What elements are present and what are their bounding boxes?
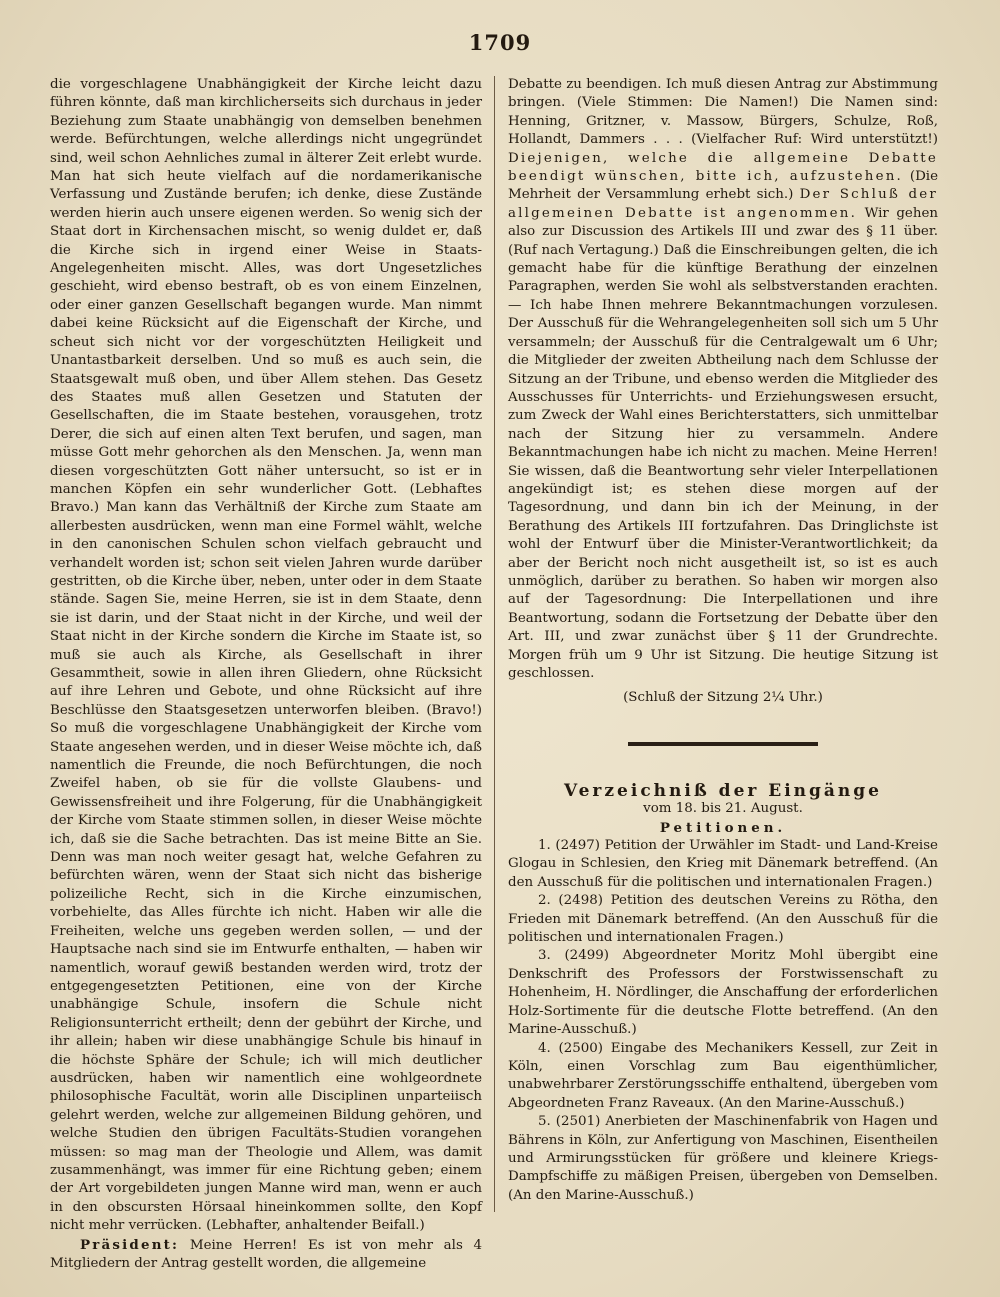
register-dates: vom 18. bis 21. August. (643, 801, 803, 817)
column-divider (494, 76, 495, 1212)
president-text: Meine Herren! Es ist von mehr als 4 Mitgliedern der Antrag gestellt worden, die allgemeine (50, 1237, 482, 1271)
petitions-heading: Petitionen. (659, 819, 787, 836)
register-title: Verzeichniß der Eingänge (563, 780, 882, 801)
page-number: 1709 (468, 30, 532, 55)
debate-paragraph (508, 76, 938, 683)
debate-text-e: Wir gehen also zur Discussion des Artikels III und zwar des § 11 über. (Ruf nach Vertagung.) Daß die Einschreibungen gelten, die ich gemacht habe für die künftige Berathung der einzelnen Paragraphen, werden Sie wohl als selbstverstanden erachten. — Ich habe Ihnen mehrere Bekanntmachungen vorzulesen. Der Ausschuß für die Wehrangelegenheiten soll sich um 5 Uhr versammeln; der Ausschuß für die Centralgewalt um 6 Uhr; die Mitglieder der zweiten Abtheilung nach dem Schlusse der Sitzung an der Tribune, und ebenso werden die Mitglieder des Ausschusses für Unterrichts- und Erziehungswesen ersucht, zum Zweck der Wahl eines Berichterstatters, sich unmittelbar nach der Sitzung hier zu versammeln. Andere Bekanntmachungen habe ich nicht zu machen. Meine Herren! Sie wissen, daß die Beantwortung sehr vieler Interpellationen angekündigt ist; es stehen diese morgen auf der Tagesordnung, und dann bin ich der Meinung, in der Berathung des Artikels III fortzufahren. Das Dringlichste ist wohl der Entwurf über die Minister-Verantwortlichkeit; da aber der Bericht noch nicht ausgetheilt ist, so ist es auch unmöglich, darüber zu berathen. So haben wir morgen also auf der Tagesordnung: Die Interpellationen und ihre Beantwortung, sodann die Fortsetzung der Debatte über den Art. III, und zwar zunächst über § 11 der Grundrechte. Morgen früh um 9 Uhr ist Sitzung. Die heutige Sitzung ist geschlossen. (508, 205, 938, 681)
petition-entry: 1. (2497) Petition der Urwähler im Stadt- und Land-Kreise Glogau in Schlesien, den Krieg mit Dänemark betreffend. (An den Ausschuß für die politischen und internationalen Fragen.) (508, 838, 938, 890)
debate-text-c: (Die Mehrheit der Versammlung erhebt sich.) (508, 169, 939, 203)
petition-entry: 4. (2500) Eingabe des Mechanikers Kessell, zur Zeit in Köln, einen Vorschlag zum Bau eigenthümlicher, unabwehrbarer Zerstörungsschiffe enthaltend, übergeben vom Abgeordneten Franz Raveaux. (An den Marine-Ausschuß.) (508, 1040, 938, 1111)
president-paragraph (50, 1236, 482, 1274)
debate-text-a: Debatte zu beendigen. Ich muß diesen Antrag zur Abstimmung bringen. (Viele Stimmen: Die Namen!) Die Namen sind: Henning, Gritzner, v. Massow, Bürgers, Schulze, Roß, Hollandt, Dammers . . . (Vielfacher Ruf: Wird unterstützt!) (508, 77, 938, 148)
petition-entry: 5. (2501) Anerbieten der Maschinenfabrik von Hagen und Bährens in Köln, zur Anfertigung von Maschinen, Eisentheilen und Armirungsstücken für größere und kleinere Kriegs-Dampfschiffe zu mäßigen Preisen, übergeben von Demselben. (An den Marine-Ausschuß.) (508, 1114, 938, 1203)
speech-paragraph: die vorgeschlagene Unabhängigkeit der Kirche leicht dazu führen könnte, daß man kirchlicherseits sich durchaus in jeder Beziehung zum Staate unabhängig von demselben benehmen werde. Befürchtungen, welche allerdings nicht ungegründet sind, weil schon Aehnliches zumal in älterer Zeit erlebt wurde. Man hat sich heute vielfach auf die nordamerikanische Verfassung und Zustände berufen; ich denke, diese Zustände werden hierin auch unsere eigenen werden. So wenig sich der Staat dort in Kirchensachen mischt, so wenig duldet er, daß die Kirche sich in irgend einer Weise in Staats-Angelegenheiten mischt. Alles, was dort Ungesetzliches geschieht, wird ebenso bestraft, ob es von einem Einzelnen, oder einer ganzen Gesellschaft begangen wurde. Man nimmt dabei keine Rücksicht auf die Eigenschaft der Kirche, und scheut sich nicht vor der vorgeschützten Heiligkeit und Unantastbarkeit derselben. Und so muß es auch sein, die Staatsgewalt muß oben, und über Allem stehen. Das Gesetz des Staates muß allen Gesetzen und Statuten der Gesellschaften, die im Staate bestehen, vorausgehen, trotz Derer, die sich auf einen alten Text berufen, und sagen, man müsse Gott mehr gehorchen als den Menschen. Ja, wenn man diesen vorgeschützten Gott näher untersucht, so ist er in manchen Köpfen ein sehr wunderlicher Gott. (Lebhaftes Bravo.) Man kann das Verhältniß der Kirche zum Staate am allerbesten ausdrücken, wenn man eine Formel wählt, welche in den canonischen Schulen schon vielfach gebraucht und verhandelt worden ist; schon seit vielen Jahren wurde darüber gestritten, ob die Kirche über, neben, unter oder in dem Staate stände. Sagen Sie, meine Herren, sie ist in dem Staate, denn sie ist darin, und der Staat nicht in der Kirche, und weil der Staat nicht in der Kirche sondern die Kirche im Staate ist, so muß sie auch als Kirche, als Gesellschaft in ihrer Gesammtheit, sowie in allen ihren Gliedern, ohne Rücksicht auf ihre Lehren und Gebote, und ohne Rücksicht auf ihre Beschlüsse den Staatsgesetzen unterworfen bleiben. (Bravo!) So muß die vorgeschlagene Unabhängigkeit der Kirche vom Staate angesehen werden, und in dieser Weise möchte ich, daß namentlich die Freunde, die noch Befürchtungen, die noch Zweifel haben, ob sie für die vollste Glaubens- und Gewissensfreiheit und ihre Folgerung, für die Unabhängigkeit der Kirche vom Staate stimmen sollen, in dieser Weise möchte ich, daß sie die Sache betrachten. Das ist meine Bitte an Sie. Denn was man noch weiter gesagt hat, welche Gefahren zu befürchten wären, wenn der Staat sich nicht das bisherige polizeiliche Recht, sich in die Kirche einzumischen, vorbehielte, das Alles fürchte ich nicht. Haben wir alle die Freiheiten, welche uns gegeben werden sollen, — und der Hauptsache nach sind sie im Entwurfe enthalten, — haben wir namentlich, worauf gewiß bestanden werden wird, trotz der entgegengesetzten Petitionen, eine von der Kirche unabhängige Schule, insofern die Schule nicht Religionsunterricht ertheilt; denn der gebührt der Kirche, und ihr allein; haben wir diese unabhängige Schule bis hinauf in die höchste Sphäre der Schule; ich will mich deutlicher ausdrücken, haben wir namentlich eine wohlgeordnete philosophische Facultät, worin alle Disciplinen unparteiisch gelehrt werden, welche zur allgemeinen Bildung gehören, und welche Studien den übrigen Facultäts-Studien vorangehen müssen: so mag man der Theologie und Allem, was damit zusammenhängt, was immer für eine Richtung geben; einem der Art vorgebildeten jungen Manne wird man, wenn er auch in den obscursten Hörsaal hineinkommen sollte, den Kopf nicht mehr verrücken. (Lebhafter, anhaltender Beifall.) (50, 77, 482, 1234)
president-label: Präsident: (80, 1236, 180, 1253)
left-column (50, 76, 482, 1273)
section-divider (628, 742, 818, 746)
petition-entry: 2. (2498) Petition des deutschen Vereins zu Rötha, den Frieden mit Dänemark betreffend. (An den Ausschuß für die politischen und internationalen Fragen.) (508, 893, 938, 946)
debate-text-d: Der Schluß der allgemeinen Debatte ist angenommen. (508, 187, 938, 221)
petition-entry: 3. (2499) Abgeordneter Moritz Mohl übergibt eine Denkschrift des Professors der Forstwissenschaft zu Hohenheim, H. Nördlinger, die Anschaffung der erforderlichen Holz-Sortimente für die deutsche Flotte betreffend. (An den Marine-Ausschuß.) (508, 948, 938, 1038)
debate-text-b: Diejenigen, welche die allgemeine Debatte beendigt wünschen, bitte ich, aufzustehen. (508, 150, 938, 185)
session-closing: (Schluß der Sitzung 2¼ Uhr.) (623, 690, 823, 706)
right-column (508, 76, 938, 1205)
